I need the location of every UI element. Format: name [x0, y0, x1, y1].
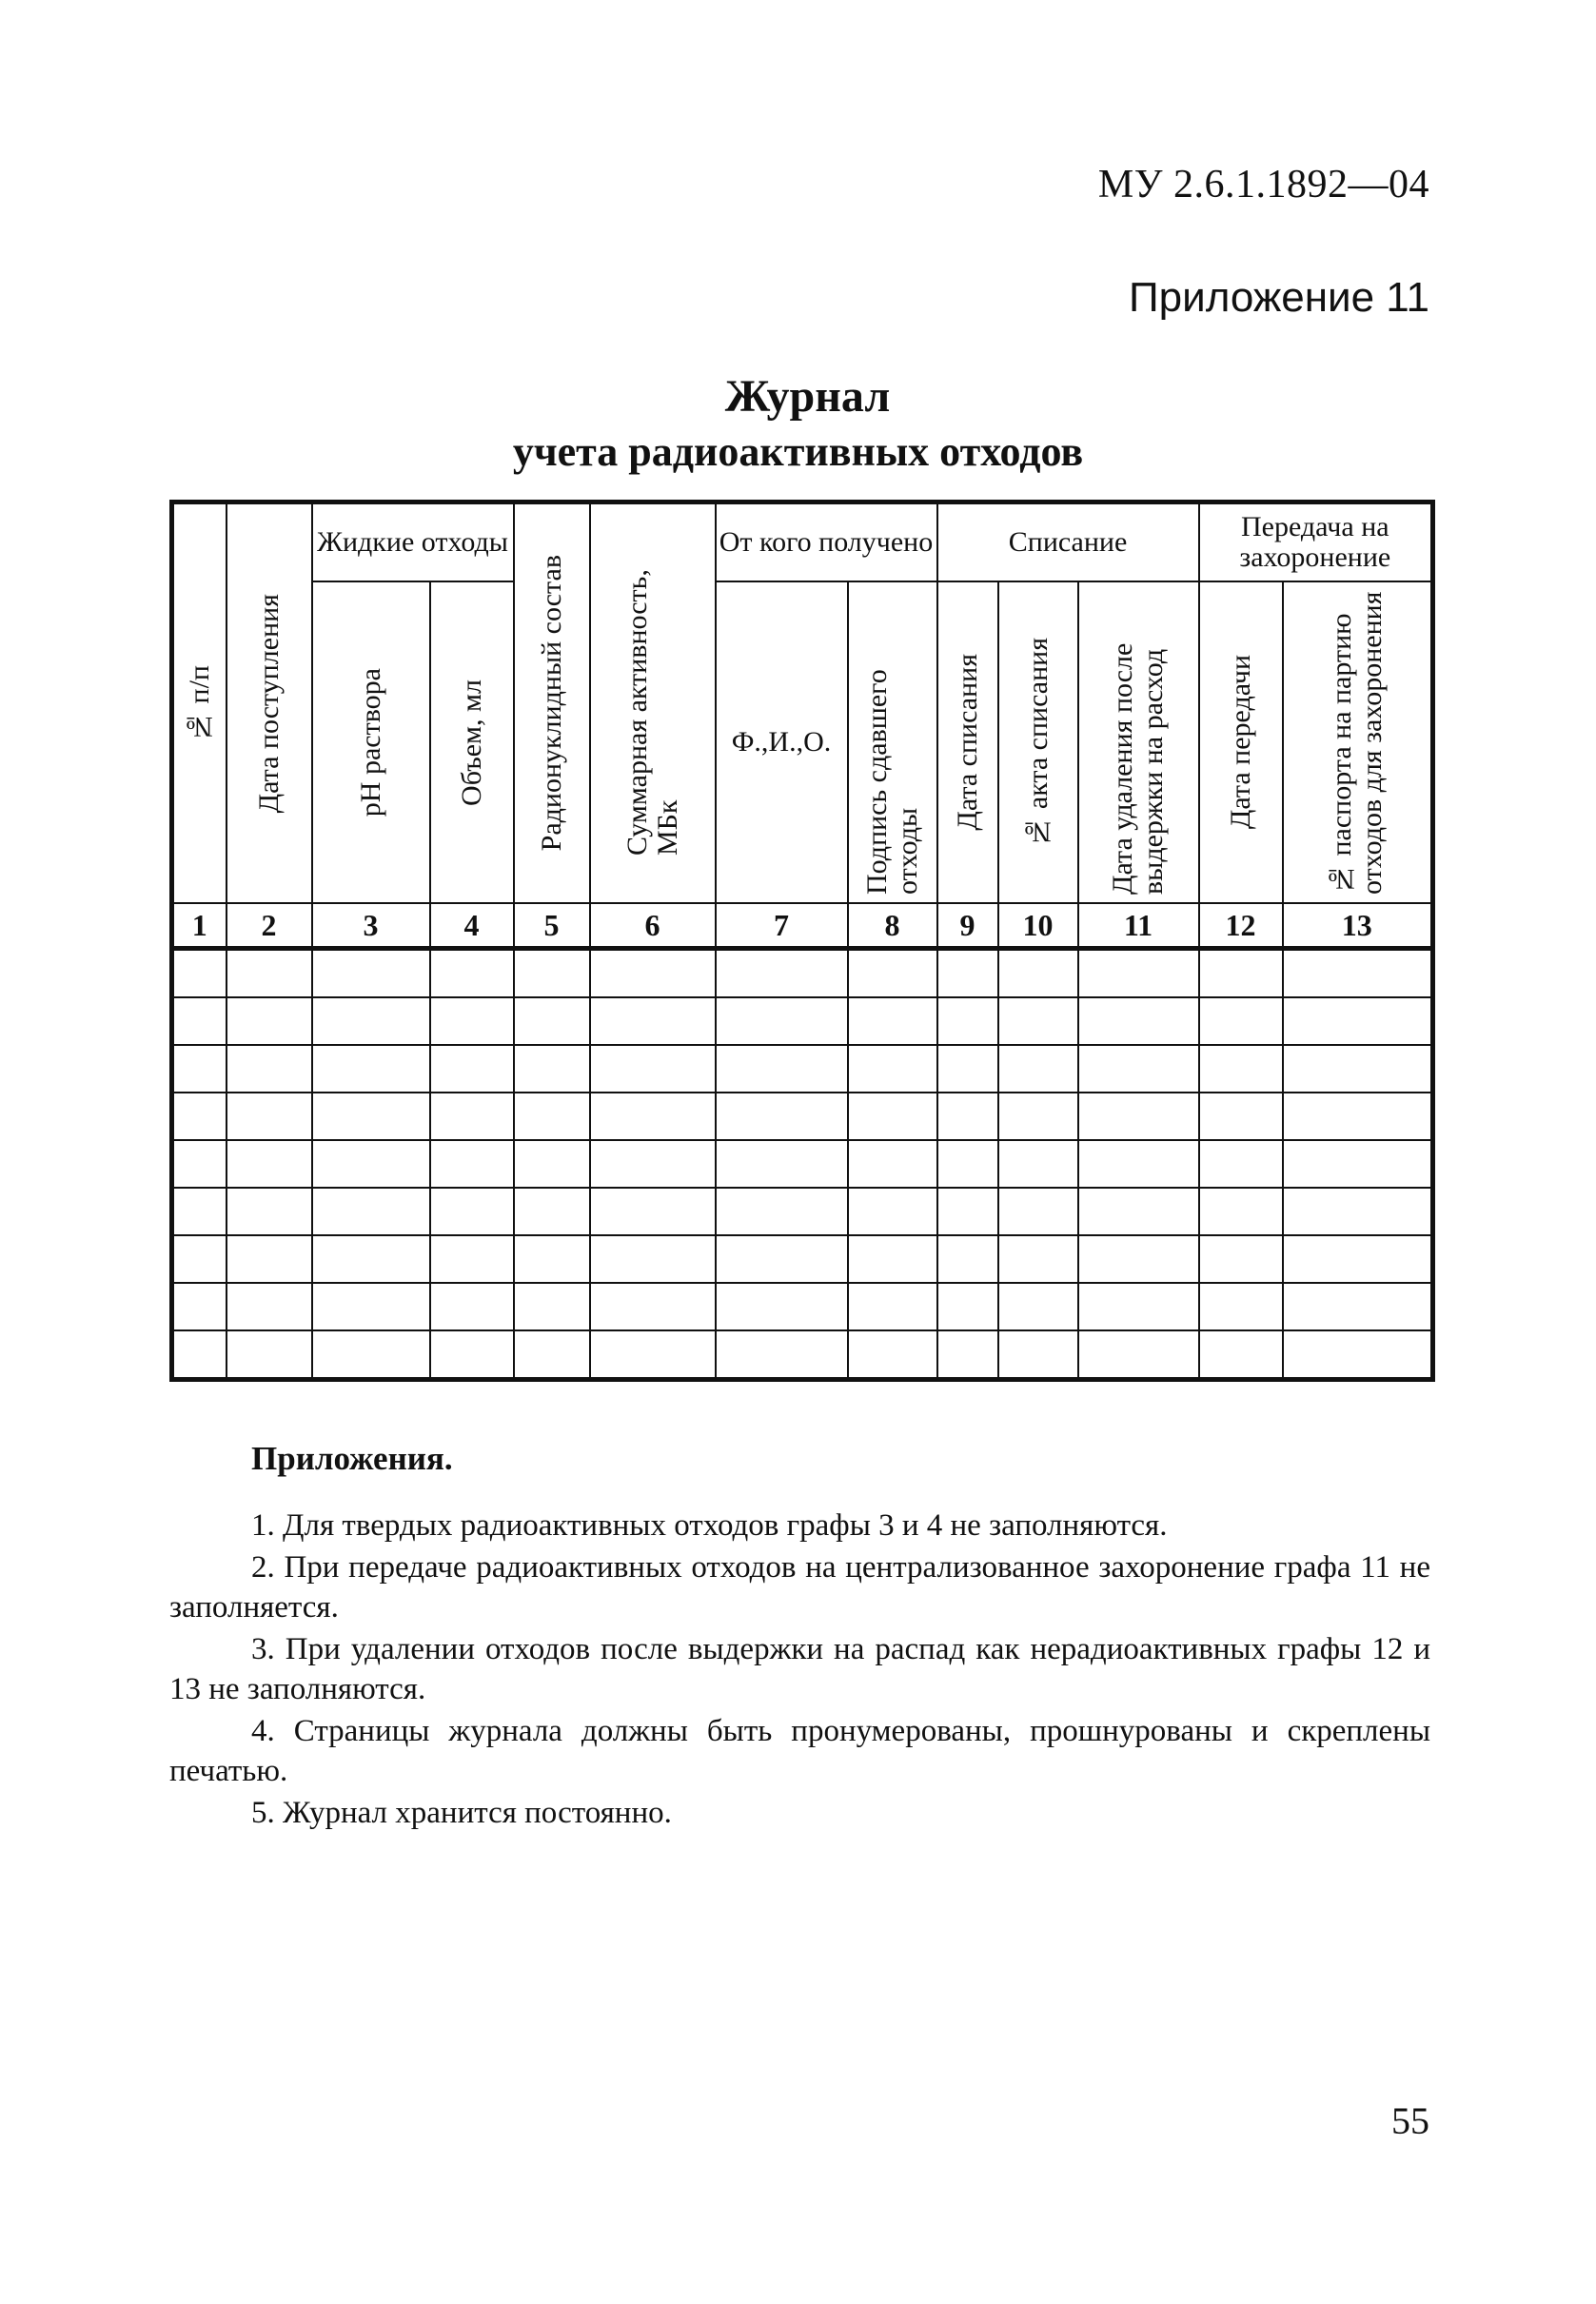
col-header-10: № акта списания: [998, 581, 1078, 903]
table-row: [172, 1330, 1433, 1380]
column-number: 8: [848, 903, 937, 949]
column-number: 6: [590, 903, 716, 949]
group-header-write-off: Списание: [937, 502, 1199, 582]
column-number: 13: [1283, 903, 1433, 949]
col-header-5: Радионуклидный состав: [514, 502, 590, 904]
note-item: 3. При удалении отходов после выдержки на распад как нерадиоактивных графы 12 и 13 не заполняются.: [169, 1632, 1430, 1706]
column-number: 4: [430, 903, 514, 949]
table-row: [172, 1283, 1433, 1330]
column-number: 7: [716, 903, 848, 949]
journal-table: [169, 500, 1435, 1382]
note-item: 2. При передаче радиоактивных отходов на централизованное захоронение графа 11 не заполняется.: [169, 1550, 1430, 1625]
page-number: 55: [1391, 2099, 1429, 2142]
table-row: [172, 1188, 1433, 1235]
document-code: МУ 2.6.1.1892—04: [1097, 163, 1429, 207]
col-header-1: № п/п: [172, 502, 227, 904]
column-number: 9: [937, 903, 998, 949]
col-header-4: Объем, мл: [430, 581, 514, 903]
table-row: [172, 997, 1433, 1045]
column-number: 3: [312, 903, 430, 949]
note-item: 5. Журнал хранится постоянно.: [251, 1796, 672, 1830]
col-header-13: № паспорта на партию отходов для захоронения: [1283, 581, 1433, 903]
column-number: 11: [1078, 903, 1199, 949]
notes-heading: Приложения.: [251, 1440, 453, 1477]
column-number-row: [172, 903, 1433, 949]
column-number: 2: [227, 903, 312, 949]
col-header-7: Ф.,И.,О.: [716, 581, 848, 903]
col-header-3: pH раствора: [312, 581, 430, 903]
col-header-2: Дата поступления: [227, 502, 312, 904]
column-number: 1: [172, 903, 227, 949]
col-header-11: Дата удаления после выдержки на расход: [1078, 581, 1199, 903]
column-number: 5: [514, 903, 590, 949]
column-number: 12: [1199, 903, 1283, 949]
notes-section: [169, 1439, 1430, 1835]
col-header-6: Суммарная активность, МБк: [590, 502, 716, 904]
col-header-8: Подпись сдавшего отходы: [848, 581, 937, 903]
note-item: 4. Страницы журнала должны быть пронумерованы, прошнурованы и скреплены печатью.: [169, 1714, 1430, 1788]
title-line-1: Журнал: [724, 371, 891, 422]
group-header-burial: Передача на захоронение: [1199, 502, 1433, 582]
column-number: 10: [998, 903, 1078, 949]
title-line-2: учета радиоактивных отходов: [512, 428, 1084, 475]
journal-title: [0, 369, 1596, 480]
group-header-liquid: Жидкие отходы: [312, 502, 514, 582]
table-row: [172, 949, 1433, 998]
group-header-from-whom: От кого получено: [716, 502, 937, 582]
note-item: 1. Для твердых радиоактивных отходов графы 3 и 4 не заполняются.: [251, 1508, 1168, 1543]
table-row: [172, 1235, 1433, 1283]
col-header-12: Дата передачи: [1199, 581, 1283, 903]
table-row: [172, 1093, 1433, 1140]
appendix-label: Приложение 11: [1129, 274, 1429, 321]
table-row: [172, 1045, 1433, 1093]
col-header-9: Дата списания: [937, 581, 998, 903]
table-row: [172, 1140, 1433, 1188]
